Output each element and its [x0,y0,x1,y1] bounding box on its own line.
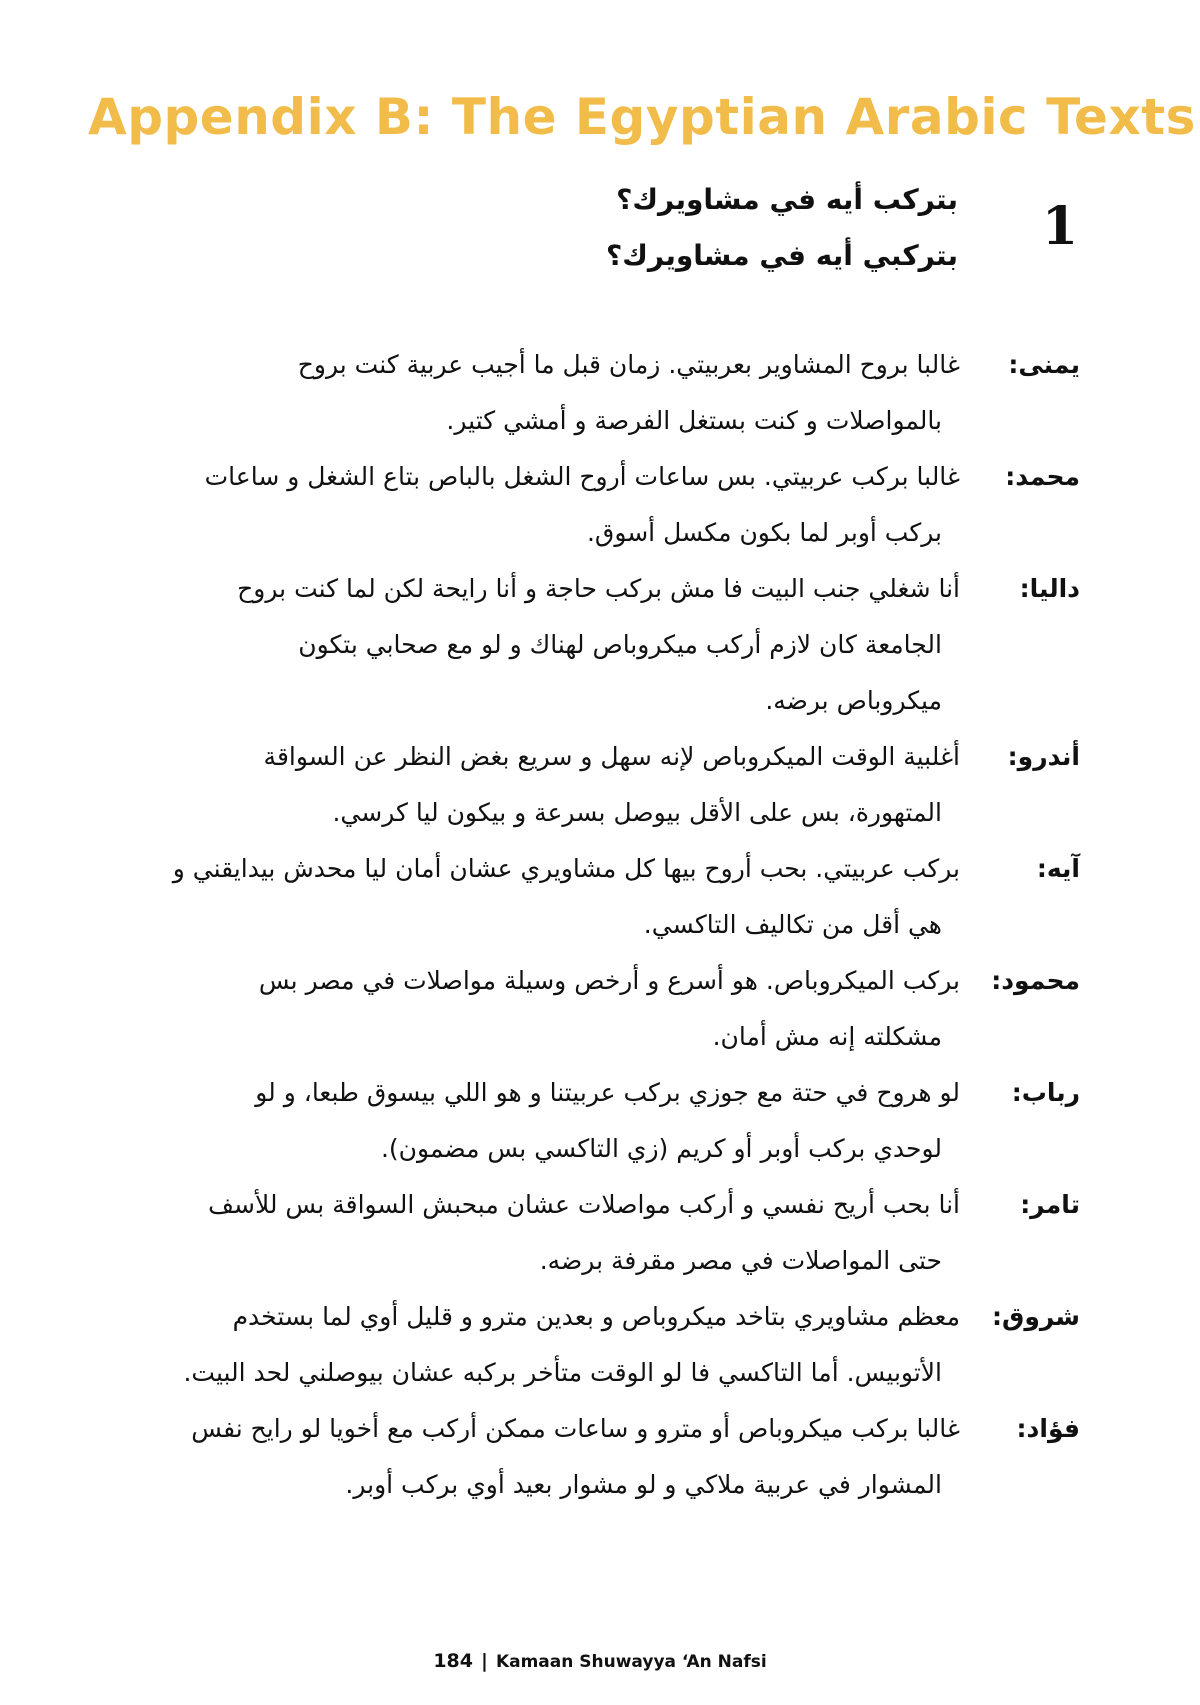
dialogue-entry [90,449,1110,561]
page-footer [0,1650,1200,1672]
dialogue-entry [90,1401,1110,1513]
utterance-continuation-line: ميكروباص برضه. [765,686,942,715]
utterance [90,1065,960,1177]
utterance-continuation-line: بركب أوبر لما بكون مكسل أسوق. [586,518,942,547]
utterance [90,337,960,449]
utterance-continuation-line: بالمواصلات و كنت بستغل الفرصة و أمشي كتير. [446,406,942,435]
utterance-line: معظم مشاويري بتاخد ميكروباص و بعدين مترو و قليل أوي لما بستخدم [232,1302,960,1331]
speaker-name: محمد: [1005,462,1080,491]
dialogue-entry [90,1289,1110,1401]
utterance-continuation-line: لوحدي بركب أوبر أو كريم (زي التاكسي بس مضمون). [380,1134,942,1163]
chapter-title-feminine: بتركبي أيه في مشاويرك؟ [606,239,958,272]
page-number: 184 [433,1650,473,1672]
dialogue-entry [90,953,1110,1065]
utterance-line: غالبا بركب ميكروباص أو مترو و ساعات ممكن أركب مع أخويا لو رايح نفس [191,1414,960,1443]
dialogue-list [90,337,1110,1513]
speaker-name: آيه: [1036,854,1080,883]
dialogue-entry [90,729,1110,841]
dialogue-entry [90,561,1110,729]
dialogue-entry [90,1177,1110,1289]
utterance-line: بركب عربيتي. بحب أروح بيها كل مشاويري عشان أمان ليا محدش بيدايقني و [172,854,960,883]
utterance-line: أنا شغلي جنب البيت فا مش بركب حاجة و أنا رايحة لكن لما كنت بروح [237,574,960,603]
speaker-name: شروق: [991,1302,1080,1331]
utterance [90,953,960,1065]
dialogue-entry [90,337,1110,449]
utterance-continuation-line: المشوار في عربية ملاكي و لو مشوار بعيد أوي بركب أوبر. [345,1470,942,1499]
utterance [90,1289,960,1401]
utterance-line: أنا بحب أريح نفسي و أركب مواصلات عشان مبحبش السواقة بس للأسف [208,1190,960,1219]
speaker-name: تامر: [1020,1190,1080,1219]
appendix-title: Appendix B: The Egyptian Arabic Texts [88,88,1196,146]
utterance-continuation-line: حتى المواصلات في مصر مقرفة برضه. [539,1246,942,1275]
footer-separator: | [481,1650,488,1672]
utterance-continuation-line: الجامعة كان لازم أركب ميكروباص لهناك و لو مع صحابي بتكون [298,630,942,659]
speaker-name: فؤاد: [1016,1414,1080,1443]
utterance [90,561,960,729]
chapter-title-masculine: بتركب أيه في مشاويرك؟ [616,183,958,216]
utterance-line: لو هروح في حتة مع جوزي بركب عربيتنا و هو اللي بيسوق طبعا، و لو [255,1078,960,1107]
utterance [90,1177,960,1289]
speaker-name: محمود: [991,966,1080,995]
utterance-continuation-line: مشكلته إنه مش أمان. [712,1022,942,1051]
utterance-line: غالبا بركب عربيتي. بس ساعات أروح الشغل بالباص بتاع الشغل و ساعات [204,462,960,491]
utterance-line: غالبا بروح المشاوير بعربيتي. زمان قبل ما أجيب عربية كنت بروح [297,350,960,379]
utterance-continuation-line: الأتوبيس. أما التاكسي فا لو الوقت متأخر بركبه عشان بيوصلني لحد البيت. [183,1358,942,1387]
utterance-continuation-line: المتهورة، بس على الأقل بيوصل بسرعة و بيكون ليا كرسي. [332,798,942,827]
utterance [90,1401,960,1513]
utterance-line: بركب الميكروباص. هو أسرع و أرخص وسيلة مواصلات في مصر بس [258,966,960,995]
utterance [90,729,960,841]
speaker-name: يمنى: [1008,350,1080,379]
chapter-titles [606,172,958,284]
utterance-line: أغلبية الوقت الميكروباص لإنه سهل و سريع بغض النظر عن السواقة [263,742,960,771]
speaker-name: داليا: [1019,574,1080,603]
book-title: Kamaan Shuwayya ‘An Nafsi [495,1652,767,1672]
dialogue-entry [90,841,1110,953]
utterance-continuation-line: هي أقل من تكاليف التاكسي. [643,910,942,939]
dialogue-entry [90,1065,1110,1177]
speaker-name: رباب: [1011,1078,1080,1107]
utterance [90,841,960,953]
speaker-name: أندرو: [1007,742,1080,771]
utterance [90,449,960,561]
chapter-number: 1 [1041,196,1079,257]
